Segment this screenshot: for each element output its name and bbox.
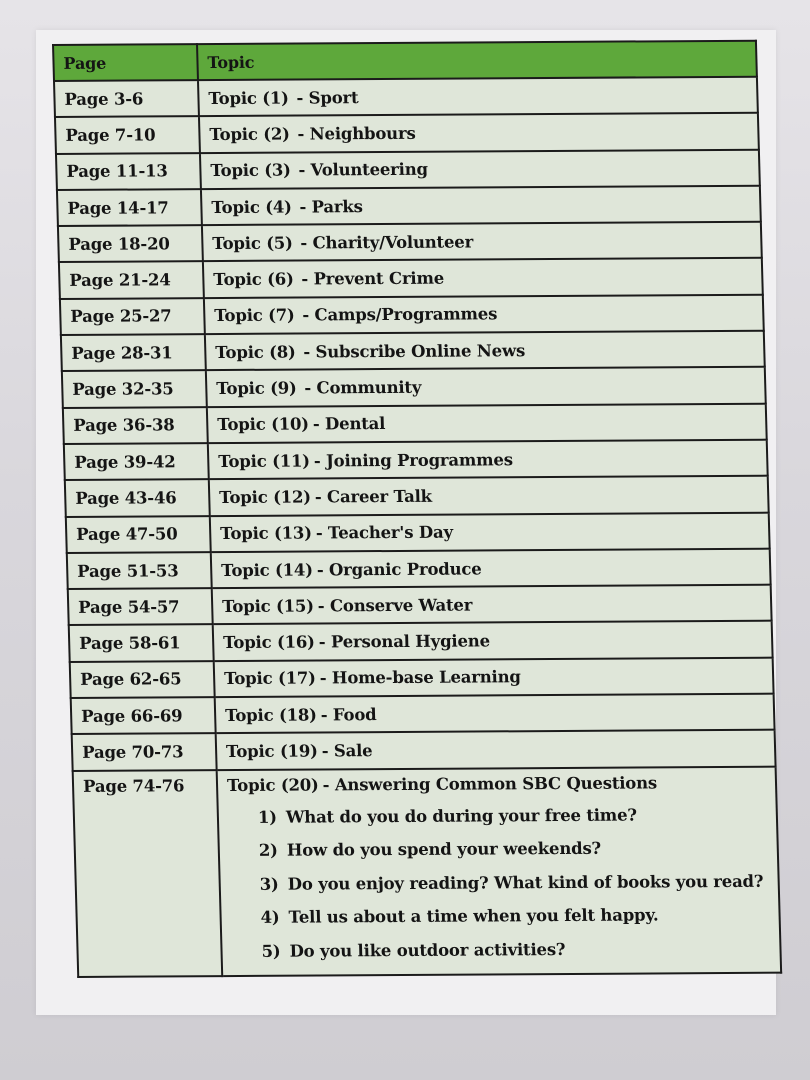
table-row xyxy=(67,549,771,590)
page-range-cell: Page 28-31 xyxy=(61,334,206,371)
topic-number: Topic (11) xyxy=(218,451,311,471)
question-item xyxy=(258,831,777,868)
topic-cell xyxy=(214,657,774,697)
page-range-cell: Page 58-61 xyxy=(69,625,214,662)
topic-cell xyxy=(204,294,764,334)
question-item xyxy=(260,898,779,935)
topic-name: - Conserve Water xyxy=(317,595,473,616)
topic-cell xyxy=(206,367,766,407)
page-range-cell: Page 7-10 xyxy=(55,116,200,153)
topic-number: Topic (6) xyxy=(213,269,294,290)
table-row xyxy=(61,331,765,372)
question-list xyxy=(227,797,779,968)
topic-name: - Organic Produce xyxy=(316,558,482,579)
page-range-cell: Page 43-46 xyxy=(65,479,210,516)
topic-number: Topic (5) xyxy=(212,233,293,253)
question-number: 5) xyxy=(261,941,281,961)
topic-name: - Answering Common SBC Questions xyxy=(322,773,658,795)
table-row xyxy=(62,367,766,408)
topic-name: - Charity/Volunteer xyxy=(300,232,474,253)
topic-cell xyxy=(203,258,763,298)
table-row xyxy=(56,149,760,190)
topic-number: Topic (13) xyxy=(219,523,313,544)
topic-name: - Food xyxy=(320,704,377,725)
topic-column-header: Topic xyxy=(197,41,757,80)
topic-number: Topic (12) xyxy=(219,487,312,507)
question-number: 2) xyxy=(258,840,278,861)
topic-cell xyxy=(208,440,768,480)
topic-cell xyxy=(211,549,771,589)
table-row xyxy=(58,222,762,263)
topic-number: Topic (17) xyxy=(223,668,316,689)
topic-name: - Community xyxy=(304,377,422,398)
topic-number: Topic (8) xyxy=(215,342,296,362)
table-row xyxy=(55,113,759,154)
topic-cell xyxy=(199,113,759,153)
table-header-row xyxy=(53,41,757,81)
topic-cell xyxy=(205,331,765,371)
topic-number: Topic (15) xyxy=(221,596,315,616)
table-row xyxy=(59,258,763,299)
page-range-cell: Page 66-69 xyxy=(71,697,216,734)
topic-number: Topic (4) xyxy=(211,197,292,217)
topic-name: - Subscribe Online News xyxy=(303,340,526,362)
topic-cell xyxy=(210,512,770,552)
page-range-cell: Page 54-57 xyxy=(68,588,213,625)
table-row xyxy=(65,476,769,517)
table-row xyxy=(57,186,761,227)
topic-name: - Sport xyxy=(296,87,359,108)
topic-name: - Teacher's Day xyxy=(315,522,454,543)
page-range-cell: Page 36-38 xyxy=(63,407,208,444)
topic-name: - Volunteering xyxy=(298,159,429,180)
page-range-cell: Page 32-35 xyxy=(62,370,207,407)
question-number: 1) xyxy=(257,807,278,827)
topic-name: - Joining Programmes xyxy=(313,449,514,471)
table-body xyxy=(54,77,781,977)
page-range-cell: Page 21-24 xyxy=(59,262,204,299)
question-number: 3) xyxy=(259,874,279,894)
topic-name: - Sale xyxy=(321,741,373,761)
page-range-cell: Page 74-76 xyxy=(73,770,223,977)
topic-number: Topic (16) xyxy=(222,632,316,653)
topic-cell xyxy=(215,694,775,734)
topic-name: - Dental xyxy=(312,414,386,434)
topic-cell xyxy=(207,403,767,443)
table-row xyxy=(54,77,758,118)
topic-number: Topic (14) xyxy=(220,559,314,580)
question-text: Do you like outdoor activities? xyxy=(289,940,566,961)
question-item xyxy=(261,932,780,969)
topic-name: - Career Talk xyxy=(314,486,433,507)
topic-name: - Parks xyxy=(299,196,363,217)
page-range-cell: Page 18-20 xyxy=(58,225,203,262)
topic-name: - Prevent Crime xyxy=(301,268,445,289)
topic-number: Topic (1) xyxy=(208,88,289,108)
page-range-cell: Page 47-50 xyxy=(66,516,211,553)
topic-number: Topic (20) xyxy=(226,775,319,795)
question-item xyxy=(257,797,776,834)
question-text: Do you enjoy reading? What kind of books you read? xyxy=(287,871,764,894)
page-range-cell: Page 39-42 xyxy=(64,443,209,480)
topic-number: Topic (19) xyxy=(225,741,318,762)
topic-cell xyxy=(201,186,761,226)
page-column-header: Page xyxy=(53,44,198,81)
table-row-topic-20 xyxy=(73,766,781,976)
question-item xyxy=(259,865,778,902)
topic-name: - Camps/Programmes xyxy=(302,304,498,325)
table-row xyxy=(69,621,773,662)
topic-number: Topic (2) xyxy=(209,124,290,144)
topic-cell xyxy=(198,77,758,117)
page-range-cell: Page 62-65 xyxy=(70,661,215,698)
topic-number: Topic (7) xyxy=(214,305,295,326)
question-number: 4) xyxy=(260,908,280,928)
topic-number: Topic (10) xyxy=(217,414,310,435)
table-row xyxy=(68,585,772,626)
table-row xyxy=(70,657,774,698)
page-range-cell: Page 70-73 xyxy=(72,733,217,770)
question-text: Tell us about a time when you felt happy. xyxy=(288,905,659,928)
topic-cell xyxy=(200,149,760,189)
table-row xyxy=(60,294,764,335)
topic-number: Topic (9) xyxy=(216,378,297,399)
page-range-cell: Page 51-53 xyxy=(67,552,212,589)
topic-cell xyxy=(213,621,773,661)
page-range-cell: Page 3-6 xyxy=(54,80,199,117)
topic-name: - Neighbours xyxy=(297,123,416,144)
table-row xyxy=(72,730,776,771)
topic-name: - Personal Hygiene xyxy=(318,631,491,652)
topic-cell xyxy=(217,766,781,975)
topic-number: Topic (18) xyxy=(224,705,317,725)
question-text: How do you spend your weekends? xyxy=(286,838,602,860)
question-text: What do you do during your free time? xyxy=(285,805,638,827)
topic-cell xyxy=(202,222,762,262)
topic-index-table xyxy=(52,40,782,978)
table-row xyxy=(71,694,775,735)
table-row xyxy=(63,403,767,444)
topic-cell xyxy=(209,476,769,516)
topic-name: - Home-base Learning xyxy=(319,667,522,688)
table-row xyxy=(64,440,768,481)
page-range-cell: Page 11-13 xyxy=(56,153,201,190)
topic-cell xyxy=(216,730,776,770)
page-range-cell: Page 14-17 xyxy=(57,189,202,226)
topic-cell xyxy=(212,585,772,625)
page-range-cell: Page 25-27 xyxy=(60,298,205,335)
table-row xyxy=(66,512,770,553)
topic-number: Topic (3) xyxy=(210,160,291,181)
